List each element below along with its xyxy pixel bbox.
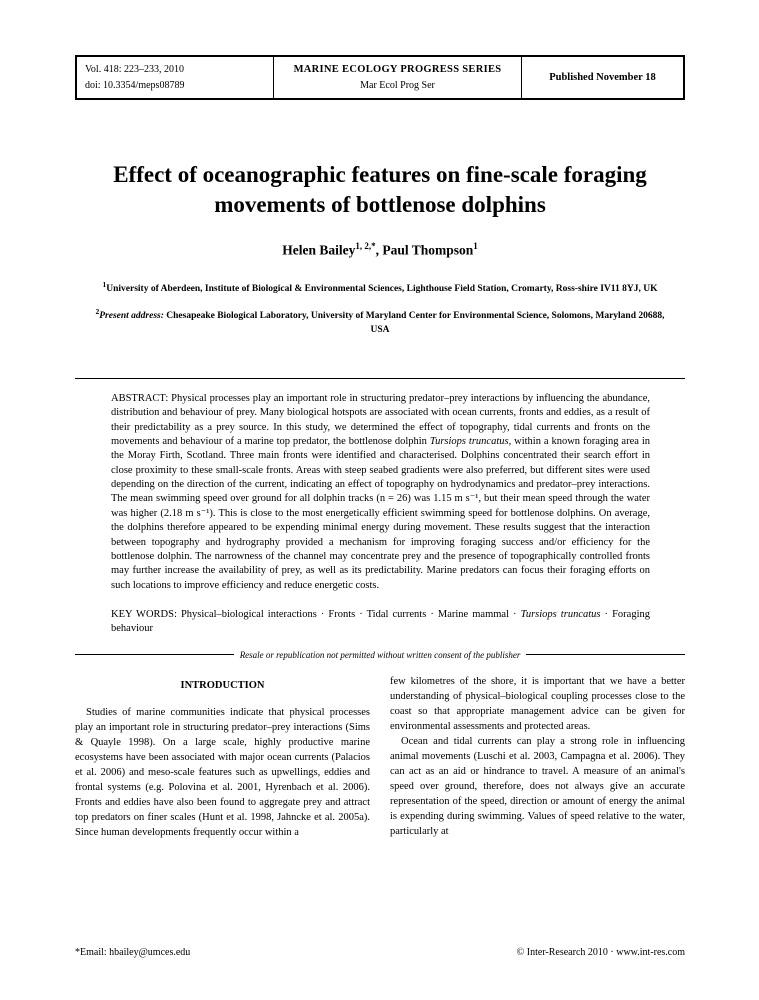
- keywords-text-2: · Foraging behaviour: [111, 609, 650, 635]
- publisher-copyright-link[interactable]: © Inter-Research 2010 · www.int-res.com: [516, 947, 685, 958]
- page-footer: [75, 947, 685, 958]
- journal-header-box: [75, 55, 685, 100]
- page-content: [75, 55, 685, 840]
- journal-abbrev: Mar Ecol Prog Ser: [360, 79, 435, 91]
- journal-name: MARINE ECOLOGY PROGRESS SERIES: [293, 64, 502, 75]
- abstract-text-2: , within a known foraging area in the Moray Firth, Scotland. Three main fronts were identified and characterised. Dolphins concentrated their search effort in close proximity to these small-scale fronts. Areas with steep seabed gradients were also preferred, but different sites were used depending on the direction of the current, indicating an effect of topography on hydrodynamics and predator–prey interactions. The mean swimming speed over ground for all dolphin tracks (n = 26) was 1.15 m s⁻¹, but their mean speed through the water was higher (2.18 m s⁻¹). This is close to the most energetically efficient swimming speed for bottlenose dolphins. On average, the dolphins therefore appeared to be expending minimal energy during movement. These results suggest that the interaction between topography and hydrography provided a mechanism for improving foraging success and/or efficiency for the bottlenose dolphin. The narrowness of the channel may concentrate prey and the presence of topographically controlled fronts may further increase the availability of prey, as well as its predictability. Marine predators can focus their foraging efforts on such locations to improve efficiency and reduce energetic costs.: [111, 435, 650, 591]
- journal-name-block: [273, 57, 522, 98]
- abstract-species-name: Tursiops truncatus: [429, 435, 509, 447]
- keywords-text-1: Physical–biological interactions · Fronts · Tidal currents · Marine mammal ·: [176, 609, 521, 621]
- abstract-text-1: ABSTRACT: Physical processes play an important role in structuring predator–prey interactions by influencing the abundance, distribution and behaviour of prey. Many biological hotspots are associated with ocean currents, fronts and eddies, as a result of their predictability as a prey source. In this study, we determined the effect of topography, tidal currents and fronts on the movements and behaviour of a marine top predator, the bottlenose dolphin: [111, 392, 650, 447]
- abstract-top-rule: [75, 378, 685, 379]
- intro-paragraph-1-continued: few kilometres of the shore, it is important that we have a better understanding of physical–biological coupling processes close to the coast so that appropriate management advice can be given for environmental assessments and protected areas.: [390, 675, 685, 732]
- author-2-name: Paul Thompson: [382, 242, 474, 258]
- present-address-label: Present address:: [99, 311, 164, 322]
- author-separator: ,: [375, 242, 383, 258]
- affiliation-1-superscript: 1: [102, 280, 107, 290]
- affiliation-1: [95, 280, 665, 297]
- keywords-species-name: Tursiops truncatus: [520, 609, 601, 621]
- author-line: [75, 241, 685, 259]
- resale-rule-left: [75, 654, 234, 655]
- introduction-heading: INTRODUCTION: [180, 679, 265, 691]
- keywords-line: [111, 608, 650, 637]
- body-columns: [75, 674, 685, 840]
- keywords-label: KEY WORDS:: [111, 609, 177, 621]
- paper-title: Effect of oceanographic features on fine-scale foraging movements of bottlenose dolphins: [113, 162, 647, 218]
- affiliation-2-superscript: 2: [95, 307, 100, 317]
- intro-paragraph-2: Ocean and tidal currents can play a strong role in influencing animal movements (Luschi et al. 2003, Campagna et al. 2006). They can act as an aid or hindrance to travel. A measure of an animal's speed over ground, therefore, does not always give an accurate representation of the speed, direction or amount of energy the animal is expending during swimming. Values of speed relative to the water, particularly at: [390, 735, 685, 837]
- intro-paragraph-1: Studies of marine communities indicate that physical processes play an important role in structuring predator–prey interactions (Sims & Quayle 1998). On a large scale, highly productive marine ecosystems have been associated with major ocean currents (Palacios et al. 2006) and meso-scale features such as upwellings, eddies and frontal systems (e.g. Polovina et al. 2001, Hyrenbach et al. 2006). Fronts and eddies have also been found to aggregate prey and attract top predators on finer scales (Hunt et al. 1998, Jahncke et al. 2005a). Since human developments frequently occur within a: [75, 706, 370, 838]
- volume-info: [77, 57, 273, 98]
- right-column: [390, 674, 685, 840]
- affiliation-2: [95, 307, 665, 338]
- published-date: Published November 18: [549, 72, 656, 83]
- doi-line: doi: 10.3354/meps08789: [85, 79, 185, 91]
- resale-rule-right: [526, 654, 685, 655]
- resale-divider: [75, 650, 685, 660]
- resale-notice: Resale or republication not permitted without written consent of the publisher: [239, 649, 521, 660]
- left-column: [75, 674, 370, 840]
- abstract: [111, 392, 650, 593]
- corresponding-email-link[interactable]: *Email: hbailey@umces.edu: [75, 947, 191, 958]
- volume-line: Vol. 418: 223–233, 2010: [85, 64, 184, 75]
- affiliation-1-text: University of Aberdeen, Institute of Biological & Environmental Sciences, Lighthouse Field Station, Cromarty, Ross-shire IV11 8YJ, UK: [106, 284, 658, 295]
- author-2-superscript: 1: [473, 240, 478, 251]
- author-1-name: Helen Bailey: [282, 242, 356, 258]
- affiliation-2-text: Chesapeake Biological Laboratory, University of Maryland Center for Environmental Science, Solomons, Maryland 20688, USA: [163, 311, 665, 336]
- author-1-superscript: 1, 2,*: [355, 240, 376, 251]
